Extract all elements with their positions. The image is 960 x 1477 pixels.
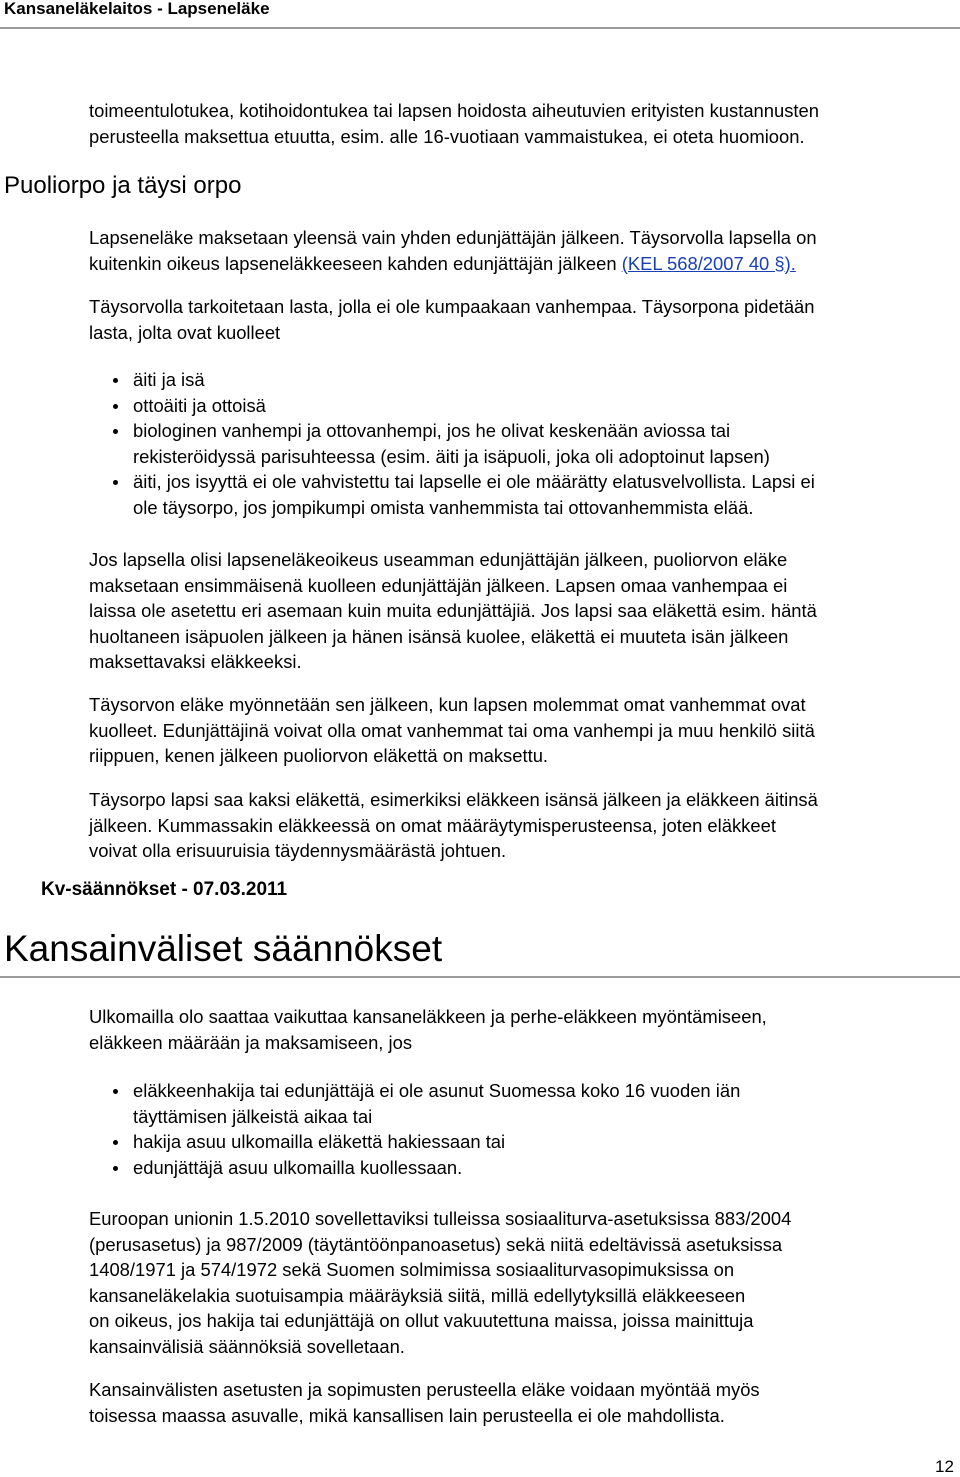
- bullet-icon: [113, 429, 118, 434]
- page-number: 12: [935, 1457, 954, 1476]
- international-bullet-list: [133, 1078, 955, 1180]
- list-item: [133, 469, 955, 520]
- paragraph-line: Täysorvon eläke myönnetään sen jälkeen, kun lapsen molemmat omat vanhemmat ovat: [89, 694, 806, 715]
- paragraph-line: 1408/1971 ja 574/1972 sekä Suomen solmimissa sosiaaliturvasopimuksissa on: [89, 1259, 735, 1280]
- intro-line: perusteella maksettua etuutta, esim. alle 16-vuotiaan vammaistukea, ei oteta huomioon.: [89, 125, 805, 147]
- paragraph-line: Täysorvolla tarkoitetaan lasta, jolla ei ole kumpaakaan vanhempaa. Täysorpona pidetään: [89, 296, 815, 317]
- heading-divider: [0, 976, 960, 978]
- paragraph-line: laissa ole asetettu eri asemaan kuin muita edunjättäjiä. Jos lapsi saa eläkettä esim. häntä: [89, 600, 817, 621]
- paragraph-line: [89, 251, 955, 277]
- paragraph-line: Jos lapsella olisi lapseneläkeoikeus useamman edunjättäjän jälkeen, puoliorvon eläke: [89, 549, 788, 570]
- orphan-paragraph-4: [89, 692, 955, 769]
- paragraph-line: Täysorpo lapsi saa kaksi eläkettä, esimerkiksi eläkkeen isänsä jälkeen ja eläkkeen äitinsä: [89, 789, 818, 810]
- list-item-line: eläkkeenhakija tai edunjättäjä ei ole asunut Suomessa koko 16 vuoden iän: [133, 1080, 741, 1101]
- intro-paragraph: [89, 98, 955, 149]
- orphan-paragraph-1: [89, 225, 955, 276]
- bullet-icon: [113, 404, 118, 409]
- list-item-line: hakija asuu ulkomailla eläkettä hakiessaan tai: [133, 1131, 506, 1152]
- list-item-line: ottoäiti ja ottoisä: [133, 394, 266, 416]
- list-item-line: ole täysorpo, jos jompikumpi omista vanhemmista tai ottovanhemmista elää.: [133, 496, 754, 518]
- bullet-icon: [113, 378, 118, 383]
- list-item: [133, 1129, 955, 1155]
- paragraph-line: Kansainvälisten asetusten ja sopimusten perusteella eläke voidaan myöntää myös: [89, 1379, 760, 1400]
- orphan-bullet-list: [133, 367, 955, 520]
- bullet-icon: [113, 1166, 118, 1171]
- paragraph-line: huoltaneen isäpuolen jälkeen ja hänen isänsä kuolee, eläkettä ei muuteta isän jälkeen: [89, 625, 789, 647]
- paragraph-line: riippuen, kenen jälkeen puoliorvon eläkettä on maksettu.: [89, 745, 549, 766]
- document-header-title: Kansaneläkelaitos - Lapseneläke: [4, 0, 270, 18]
- section-heading-orphan: Puoliorpo ja täysi orpo: [4, 172, 242, 199]
- list-item-line: äiti, jos isyyttä ei ole vahvistettu tai lapselle ei ole määrätty elatusvelvollista. Lapsi ei: [133, 471, 815, 492]
- paragraph-line-text: kuitenkin oikeus lapseneläkkeeseen kahden edunjättäjän jälkeen: [89, 252, 622, 274]
- paragraph-line: jälkeen. Kummassakin eläkkeessä on omat määräytymisperusteensa, joten eläkkeet: [89, 814, 776, 836]
- orphan-paragraph-2: [89, 294, 955, 345]
- list-item-line: äiti ja isä: [133, 369, 205, 390]
- list-item: [133, 367, 955, 393]
- paragraph-line: maksetaan ensimmäisenä kuolleen edunjättäjän jälkeen. Lapsen omaa vanhempaa ei: [89, 574, 788, 596]
- orphan-paragraph-5: [89, 787, 955, 864]
- paragraph-line: eläkkeen määrään ja maksamiseen, jos: [89, 1031, 413, 1053]
- list-item: [133, 418, 955, 469]
- list-item-line: edunjättäjä asuu ulkomailla kuollessaan.: [133, 1156, 463, 1178]
- list-item: [133, 393, 955, 419]
- paragraph-line: kuolleet. Edunjättäjinä voivat olla omat vanhemmat tai oma vanhempi ja muu henkilö siitä: [89, 719, 815, 741]
- paragraph-line: toisessa maassa asuvalle, mikä kansallisen lain perusteella ei ole mahdollista.: [89, 1404, 725, 1426]
- paragraph-line: Euroopan unionin 1.5.2010 sovellettaviksi tulleissa sosiaaliturva-asetuksissa 883/2004: [89, 1208, 792, 1229]
- paragraph-line: (perusasetus) ja 987/2009 (täytäntöönpanoasetus) sekä niitä edeltävissä asetuksissa: [89, 1233, 783, 1255]
- international-paragraph-2: [89, 1206, 955, 1359]
- list-item: [133, 1078, 955, 1129]
- bullet-icon: [113, 1089, 118, 1094]
- list-item-line: biologinen vanhempi ja ottovanhempi, jos he olivat keskenään aviossa tai: [133, 420, 731, 441]
- kv-rules-date-label: Kv-säännökset - 07.03.2011: [41, 879, 288, 900]
- paragraph-line: Ulkomailla olo saattaa vaikuttaa kansaneläkkeen ja perhe-eläkkeen myöntämiseen,: [89, 1006, 767, 1027]
- paragraph-line: maksettavaksi eläkkeeksi.: [89, 651, 302, 672]
- section-heading-international: Kansainväliset säännökset: [4, 928, 443, 969]
- paragraph-line: lasta, jolta ovat kuolleet: [89, 321, 281, 343]
- bullet-icon: [113, 480, 118, 485]
- header-divider: [0, 27, 960, 29]
- list-item-line: rekisteröidyssä parisuhteessa (esim. äiti ja isäpuoli, joka oli adoptoinut lapsen): [133, 445, 770, 467]
- orphan-paragraph-3: [89, 547, 955, 675]
- paragraph-line: kansaneläkelakia suotuisampia määräyksiä siitä, millä edellytyksillä eläkkeeseen: [89, 1284, 746, 1306]
- international-paragraph-1: [89, 1004, 955, 1055]
- bullet-icon: [113, 1140, 118, 1145]
- paragraph-line: on oikeus, jos hakija tai edunjättäjä on ollut vakuutettuna maissa, joissa mainittuja: [89, 1310, 754, 1331]
- paragraph-line: voivat olla erisuuruisia täydennysmäärästä johtuen.: [89, 840, 507, 861]
- paragraph-line: Lapseneläke maksetaan yleensä vain yhden edunjättäjän jälkeen. Täysorvolla lapsella on: [89, 227, 817, 248]
- list-item: [133, 1155, 955, 1181]
- paragraph-line: kansainvälisiä säännöksiä sovelletaan.: [89, 1335, 405, 1357]
- intro-line: toimeentulotukea, kotihoidontukea tai lapsen hoidosta aiheutuvien erityisten kustannusten: [89, 100, 819, 121]
- international-paragraph-3: [89, 1377, 955, 1428]
- law-reference-link[interactable]: (KEL 568/2007 40 §).: [621, 252, 796, 274]
- list-item-line: täyttämisen jälkeistä aikaa tai: [133, 1105, 373, 1127]
